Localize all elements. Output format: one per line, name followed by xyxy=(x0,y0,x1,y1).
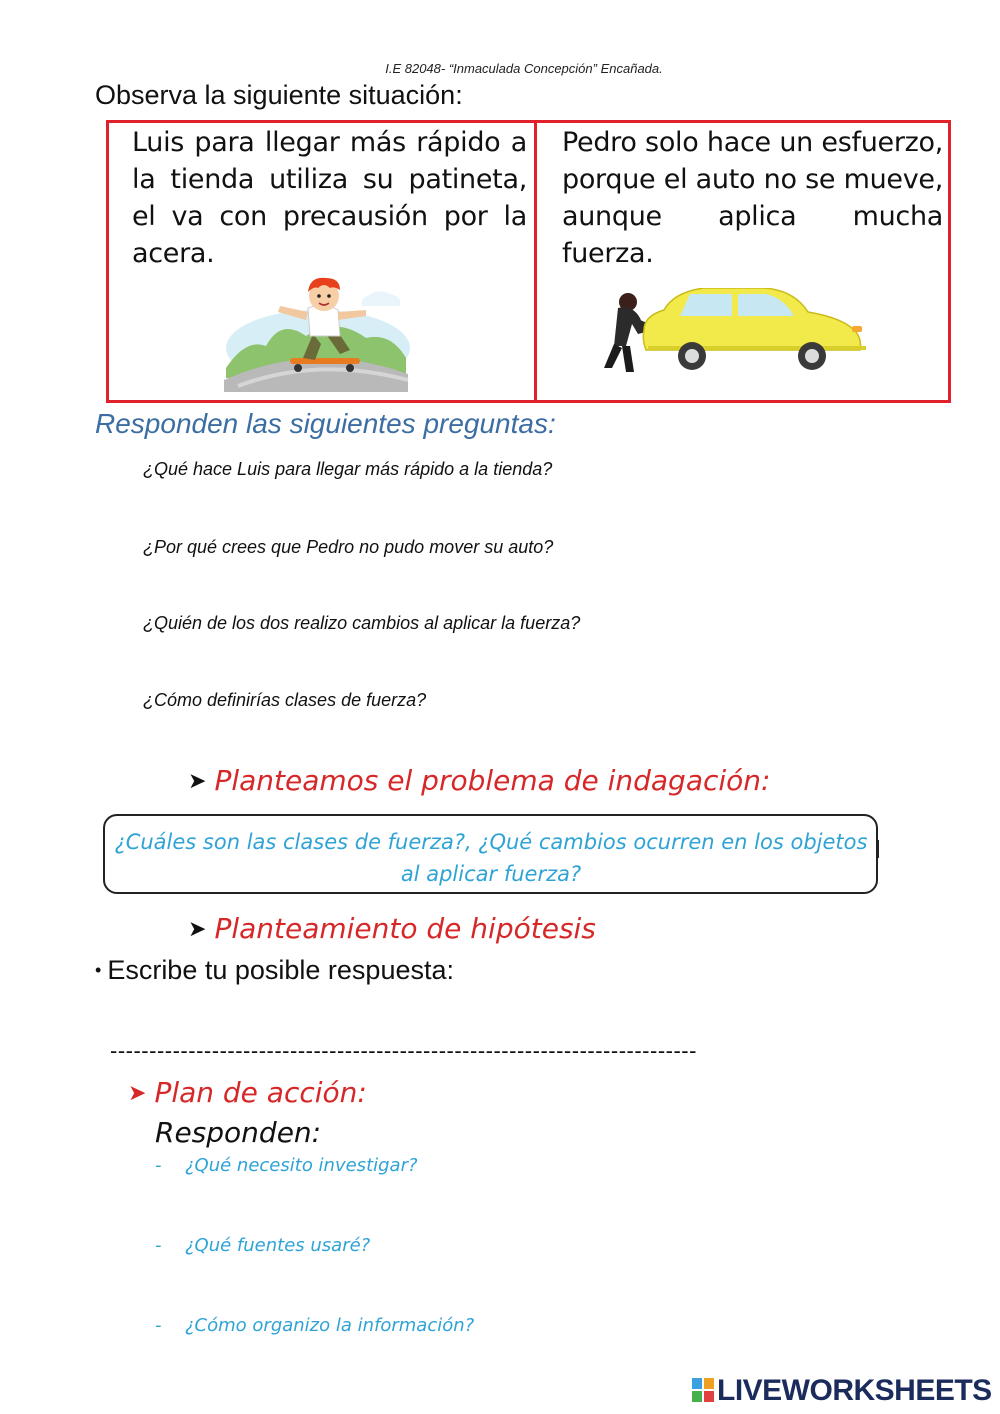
plan-heading: Plan de acción: xyxy=(154,1076,367,1109)
boy-skateboard-illustration xyxy=(218,276,413,394)
situation-intro: Observa la siguiente situación: xyxy=(95,80,463,110)
question-4: ¿Cómo definirías clases de fuerza? xyxy=(143,690,427,710)
plan-subheading: Responden: xyxy=(155,1116,322,1149)
man-pushing-car-illustration xyxy=(592,288,882,378)
problem-heading: Planteamos el problema de indagación: xyxy=(214,764,771,797)
arrow-bullet-icon: ➤ xyxy=(188,917,207,942)
dash-bullet: - xyxy=(155,1155,162,1176)
hypothesis-prompt: Escribe tu posible respuesta: xyxy=(107,955,455,985)
hypothesis-heading: Planteamiento de hipótesis xyxy=(214,912,596,945)
question-3: ¿Quién de los dos realizo cambios al aplicar la fuerza? xyxy=(143,613,581,633)
answer-line[interactable]: --------------------------------------------------------------------------- xyxy=(110,1038,697,1063)
liveworksheets-logo xyxy=(692,1374,992,1408)
bullet-dot-icon: • xyxy=(95,960,102,980)
hypothesis-heading-row xyxy=(188,912,596,945)
problem-text: ¿Cuáles son las clases de fuerza?, ¿Qué cambios ocurren en los objetos al aplicar fuerza? xyxy=(114,830,868,886)
question-1: ¿Qué hace Luis para llegar más rápido a la tienda? xyxy=(143,459,553,479)
box-edge-mark xyxy=(876,840,879,858)
plan-question-2: ¿Qué fuentes usaré? xyxy=(185,1235,371,1256)
logo-text: LIVEWORKSHEETS xyxy=(717,1374,992,1407)
plan-question-1-row xyxy=(155,1155,418,1176)
problem-heading-row xyxy=(188,764,770,797)
dash-bullet: - xyxy=(155,1235,162,1256)
plan-question-3: ¿Cómo organizo la información? xyxy=(185,1315,475,1336)
school-header: I.E 82048- “Inmaculada Concepción” Encañada. xyxy=(385,61,663,76)
plan-question-1: ¿Qué necesito investigar? xyxy=(185,1155,418,1176)
dash-bullet: - xyxy=(155,1315,162,1336)
plan-question-2-row xyxy=(155,1235,370,1256)
arrow-bullet-icon: ➤ xyxy=(188,769,207,794)
situation-left-text: Luis para llegar más rápido a la tienda utiliza su patineta, el va con precausión por la acera. xyxy=(132,127,527,269)
hypothesis-prompt-row xyxy=(95,955,454,986)
plan-question-3-row xyxy=(155,1315,474,1336)
situation-right-text: Pedro solo hace un esfuerzo, porque el auto no se mueve, aunque aplica mucha fuerza. xyxy=(562,127,943,269)
question-2: ¿Por qué crees que Pedro no pudo mover su auto? xyxy=(143,537,554,557)
questions-title: Responden las siguientes preguntas: xyxy=(95,408,556,439)
situation-divider xyxy=(534,120,537,403)
liveworksheets-logo-icon xyxy=(692,1376,714,1400)
arrow-bullet-icon: ➤ xyxy=(128,1081,147,1106)
plan-heading-row xyxy=(128,1076,367,1109)
